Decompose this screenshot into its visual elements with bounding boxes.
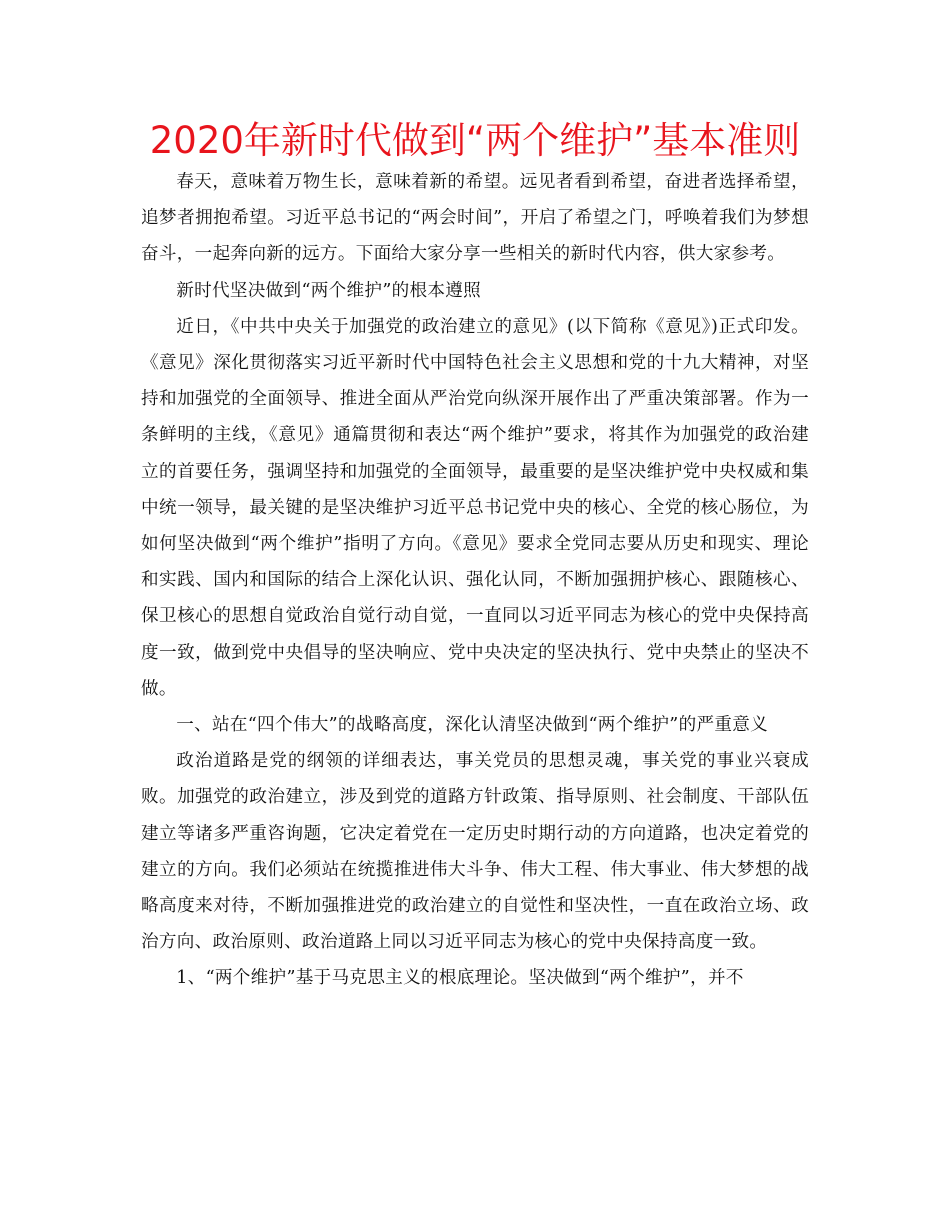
document-title: 2020年新时代做到“两个维护”基本准则 [149,119,801,162]
paragraph-heading-one: 一、站在“四个伟大”的战略高度，深化认清坚决做到“两个维护”的严重意义 [176,715,769,736]
paragraph-political-road: 政治道路是党的纲领的详细表达，事关党员的思想灵魂，事关党的事业兴衰成败。加强党的政治建立，涉及到党的道路方针政策、指导原则、社会制度、干部队伍建立等诸多严重咨询题，它决定着党在一定历史时期行动的方向道路，也决定着党的建立的方向。我们必须站在统揽推进伟大斗争、伟大工程、伟大事业、伟大梦想的战略高度来对待，不断加强推进党的政治建立的自觉性和坚决性，一直在政治立场、政治方向、政治原则、政治道路上同以习近平同志为核心的党中央保持高度一致。 [141,751,809,953]
document-body [141,164,809,997]
paragraph-opinion: 近日，《中共中央关于加强党的政治建立的意见》(以下简称《意见》)正式印发。《意见》深化贯彻落实习近平新时代中国特色社会主义思想和党的十九大精神，对坚持和加强党的全面领导、推进全面从严治党向纵深开展作出了严重决策部署。作为一条鲜明的主线，《意见》通篇贯彻和表达“两个维护”要求，将其作为加强党的政治建立的首要任务，强调坚持和加强党的全面领导，最重要的是坚决维护党中央权威和集中统一领导，最关键的是坚决维护习近平总书记党中央的核心、全党的核心肠位，为如何坚决做到“两个维护”指明了方向。《意见》要求全党同志要从历史和现实、理论和实践、国内和国际的结合上深化认识、强化认同，不断加强拥护核心、跟随核心、保卫核心的思想自觉政治自觉行动自觉，一直同以习近平同志为核心的党中央保持高度一致，做到党中央倡导的坚决响应、党中央决定的坚决执行、党中央禁止的坚决不做。 [141,316,809,699]
paragraph-subtitle: 新时代坚决做到“两个维护”的根本遵照 [176,280,482,301]
paragraph-point-one: 1、“两个维护”基于马克思主义的根底理论。坚决做到“两个维护”，并不 [176,968,744,989]
paragraph-intro: 春天，意味着万物生长，意味着新的希望。远见者看到希望，奋进者选择希望，追梦者拥抱希望。习近平总书记的“两会时间”，开启了希望之门，呼唤着我们为梦想奋斗，一起奔向新的远方。下面给大家分享一些相关的新时代内容，供大家参考。 [141,172,809,265]
